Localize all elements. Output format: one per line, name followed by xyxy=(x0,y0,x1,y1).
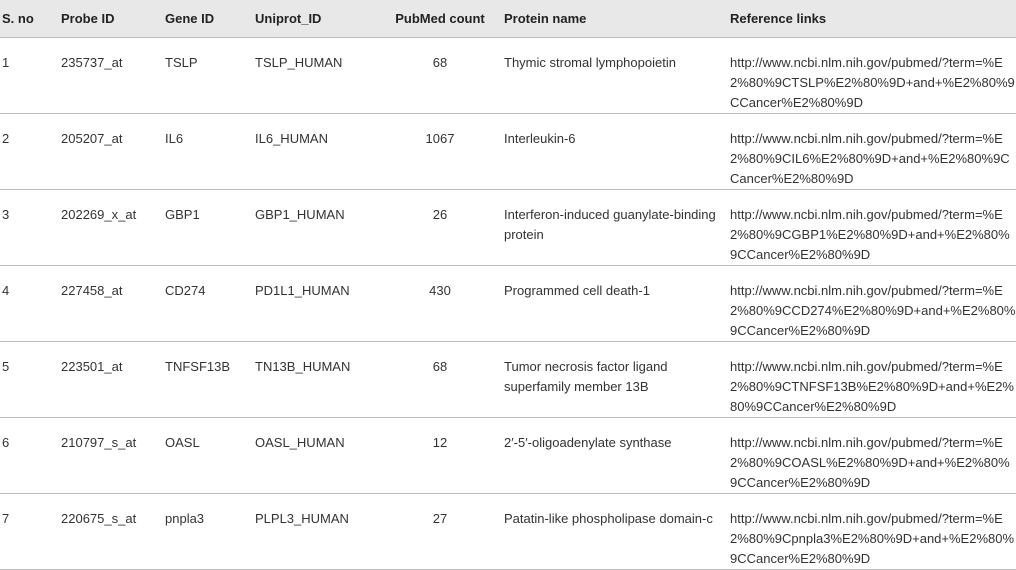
cell-gene-id: TNFSF13B xyxy=(165,358,231,374)
cell-pubmed-count: 27 xyxy=(432,510,448,526)
table-header xyxy=(0,0,1016,37)
header-sno: S. no xyxy=(2,10,34,26)
table-row xyxy=(0,417,1016,493)
table-body xyxy=(0,37,1016,569)
cell-reference-link[interactable]: http://www.ncbi.nlm.nih.gov/pubmed/?term=%E2%80%9CGBP1%E2%80%9D+and+%E2%80%9CCancer%E2%80%9D xyxy=(730,206,1010,262)
cell-sno: 4 xyxy=(2,282,10,298)
cell-pubmed-count: 68 xyxy=(432,358,448,374)
cell-reference-link[interactable]: http://www.ncbi.nlm.nih.gov/pubmed/?term=%E2%80%9CCD274%E2%80%9D+and+%E2%80%9CCancer%E2%80%9D xyxy=(730,282,1016,338)
table-row xyxy=(0,113,1016,189)
cell-reference-link[interactable]: http://www.ncbi.nlm.nih.gov/pubmed/?term=%E2%80%9CIL6%E2%80%9D+and+%E2%80%9CCancer%E2%80%9D xyxy=(730,130,1010,186)
cell-sno: 2 xyxy=(2,130,10,146)
cell-protein-name: Tumor necrosis factor ligand superfamily member 13B xyxy=(504,358,668,394)
cell-probe-id: 202269_x_at xyxy=(61,206,137,222)
header-probe-id: Probe ID xyxy=(61,10,115,26)
table-row xyxy=(0,493,1016,569)
cell-uniprot-id: OASL_HUMAN xyxy=(255,434,345,450)
cell-uniprot-id: PLPL3_HUMAN xyxy=(255,510,349,526)
cell-reference-link[interactable]: http://www.ncbi.nlm.nih.gov/pubmed/?term=%E2%80%9CTNFSF13B%E2%80%9D+and+%E2%80%9CCancer%E2%80%9D xyxy=(730,358,1014,414)
cell-sno: 6 xyxy=(2,434,10,450)
cell-probe-id: 220675_s_at xyxy=(61,510,137,526)
cell-uniprot-id: IL6_HUMAN xyxy=(255,130,328,146)
cell-reference-link[interactable]: http://www.ncbi.nlm.nih.gov/pubmed/?term=%E2%80%9COASL%E2%80%9D+and+%E2%80%9CCancer%E2%80%9D xyxy=(730,434,1010,490)
cell-reference-link[interactable]: http://www.ncbi.nlm.nih.gov/pubmed/?term=%E2%80%9CTSLP%E2%80%9D+and+%E2%80%9CCancer%E2%80%9D xyxy=(730,54,1015,110)
cell-pubmed-count: 430 xyxy=(429,282,451,298)
cell-protein-name: Interleukin-6 xyxy=(504,130,576,146)
table-row xyxy=(0,341,1016,417)
cell-gene-id: TSLP xyxy=(165,54,198,70)
cell-uniprot-id: GBP1_HUMAN xyxy=(255,206,345,222)
cell-probe-id: 227458_at xyxy=(61,282,123,298)
cell-sno: 7 xyxy=(2,510,10,526)
cell-protein-name: Interferon-induced guanylate-binding protein xyxy=(504,206,716,242)
header-row xyxy=(0,0,1016,37)
table-row xyxy=(0,265,1016,341)
table-row xyxy=(0,37,1016,113)
cell-probe-id: 210797_s_at xyxy=(61,434,137,450)
cell-probe-id: 223501_at xyxy=(61,358,123,374)
cell-gene-id: OASL xyxy=(165,434,200,450)
cell-protein-name: 2′-5′-oligoadenylate synthase xyxy=(504,434,672,450)
cell-gene-id: pnpla3 xyxy=(165,510,205,526)
cell-sno: 5 xyxy=(2,358,10,374)
cell-pubmed-count: 12 xyxy=(432,434,448,450)
cell-probe-id: 205207_at xyxy=(61,130,123,146)
cell-gene-id: IL6 xyxy=(165,130,184,146)
cell-protein-name: Thymic stromal lymphopoietin xyxy=(504,54,676,70)
header-reference-links: Reference links xyxy=(730,10,827,26)
cell-sno: 1 xyxy=(2,54,10,70)
cell-gene-id: GBP1 xyxy=(165,206,200,222)
table-row xyxy=(0,189,1016,265)
cell-uniprot-id: TSLP_HUMAN xyxy=(255,54,343,70)
cell-uniprot-id: PD1L1_HUMAN xyxy=(255,282,350,298)
cell-reference-link[interactable]: http://www.ncbi.nlm.nih.gov/pubmed/?term=%E2%80%9Cpnpla3%E2%80%9D+and+%E2%80%9CCancer%E2%80%9D xyxy=(730,510,1015,566)
cell-pubmed-count: 68 xyxy=(432,54,448,70)
cell-uniprot-id: TN13B_HUMAN xyxy=(255,358,351,374)
cell-pubmed-count: 1067 xyxy=(425,130,455,146)
cell-protein-name: Patatin-like phospholipase domain-c xyxy=(504,510,713,526)
cell-protein-name: Programmed cell death-1 xyxy=(504,282,650,298)
cell-gene-id: CD274 xyxy=(165,282,206,298)
header-protein-name: Protein name xyxy=(504,10,587,26)
cell-probe-id: 235737_at xyxy=(61,54,123,70)
header-pubmed-count: PubMed count xyxy=(395,10,485,26)
cell-pubmed-count: 26 xyxy=(432,206,448,222)
header-gene-id: Gene ID xyxy=(165,10,215,26)
header-uniprot-id: Uniprot_ID xyxy=(255,10,322,26)
cell-sno: 3 xyxy=(2,206,10,222)
